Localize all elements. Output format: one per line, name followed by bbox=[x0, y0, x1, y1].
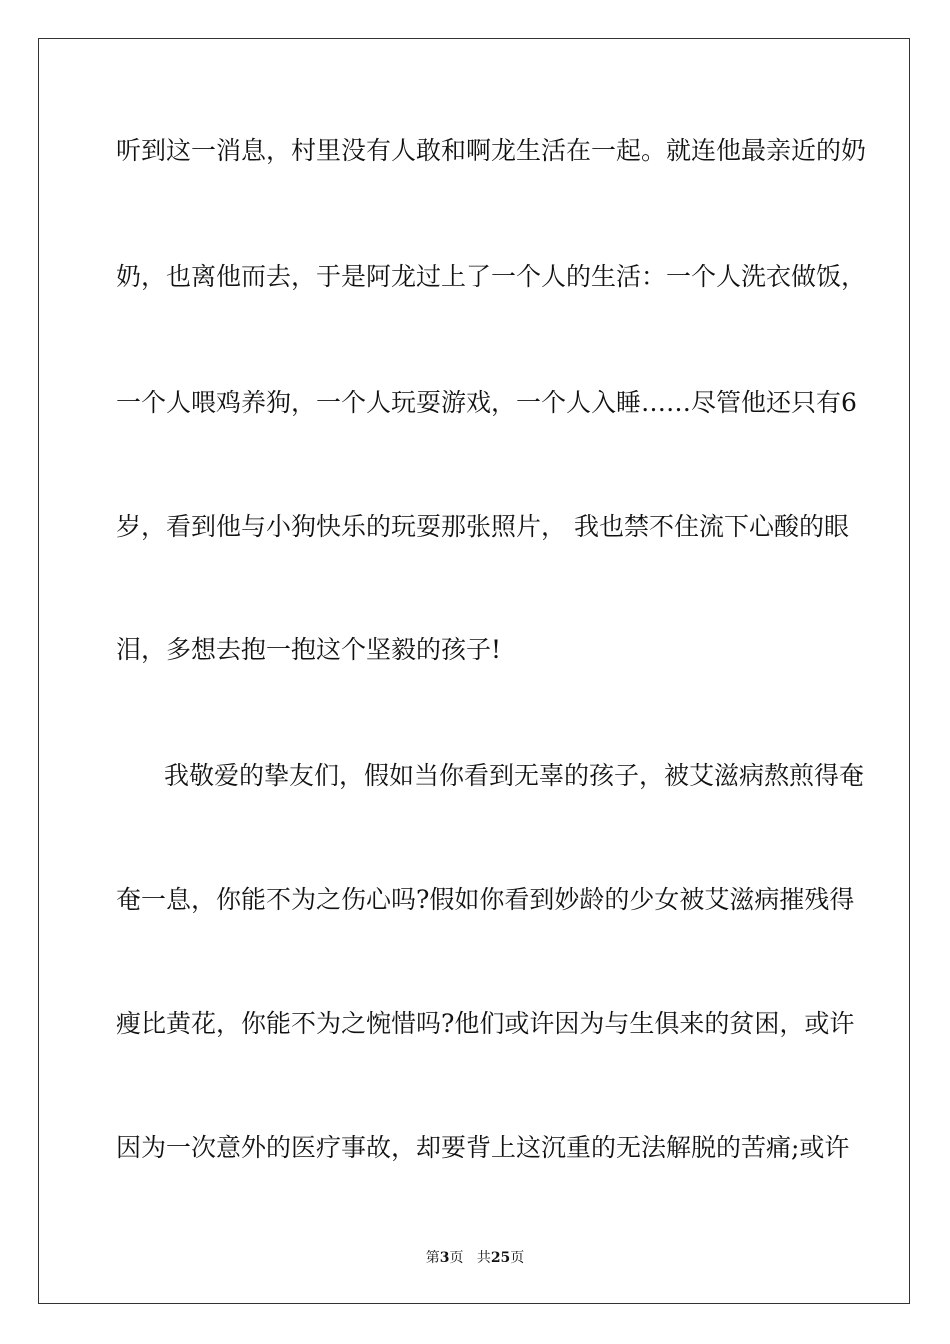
text-line-7: 奄一息，你能不为之伤心吗?假如你看到妙龄的少女被艾滋病摧残得 bbox=[116, 885, 855, 914]
page-frame bbox=[38, 38, 910, 1304]
total-page-count: 25 bbox=[490, 1250, 511, 1266]
text-line-6: 我敬爱的挚友们，假如当你看到无辜的孩子，被艾滋病熬煎得奄 bbox=[164, 761, 865, 790]
total-label-suffix: 页 bbox=[510, 1250, 525, 1266]
page-label-prefix: 第 bbox=[425, 1250, 440, 1266]
current-page-number: 3 bbox=[439, 1250, 450, 1266]
text-line-8: 瘦比黄花，你能不为之惋惜吗?他们或许因为与生俱来的贫困，或许 bbox=[116, 1009, 855, 1038]
text-line-4: 岁，看到他与小狗快乐的玩耍那张照片， 我也禁不住流下心酸的眼 bbox=[116, 512, 849, 541]
text-line-1: 听到这一消息，村里没有人敢和啊龙生活在一起。就连他最亲近的奶 bbox=[116, 136, 867, 165]
page-footer bbox=[0, 1247, 950, 1267]
text-line-2: 奶，也离他而去，于是阿龙过上了一个人的生活：一个人洗衣做饭， bbox=[116, 262, 867, 291]
text-line-3: 一个人喂鸡养狗，一个人玩耍游戏，一个人入睡……尽管他还只有6 bbox=[116, 388, 857, 417]
total-label-prefix: 共 bbox=[476, 1250, 491, 1266]
page-label-suffix: 页 bbox=[449, 1250, 464, 1266]
text-line-9: 因为一次意外的医疗事故，却要背上这沉重的无法解脱的苦痛;或许 bbox=[116, 1133, 850, 1162]
text-line-5: 泪，多想去抱一抱这个坚毅的孩子! bbox=[116, 635, 502, 664]
